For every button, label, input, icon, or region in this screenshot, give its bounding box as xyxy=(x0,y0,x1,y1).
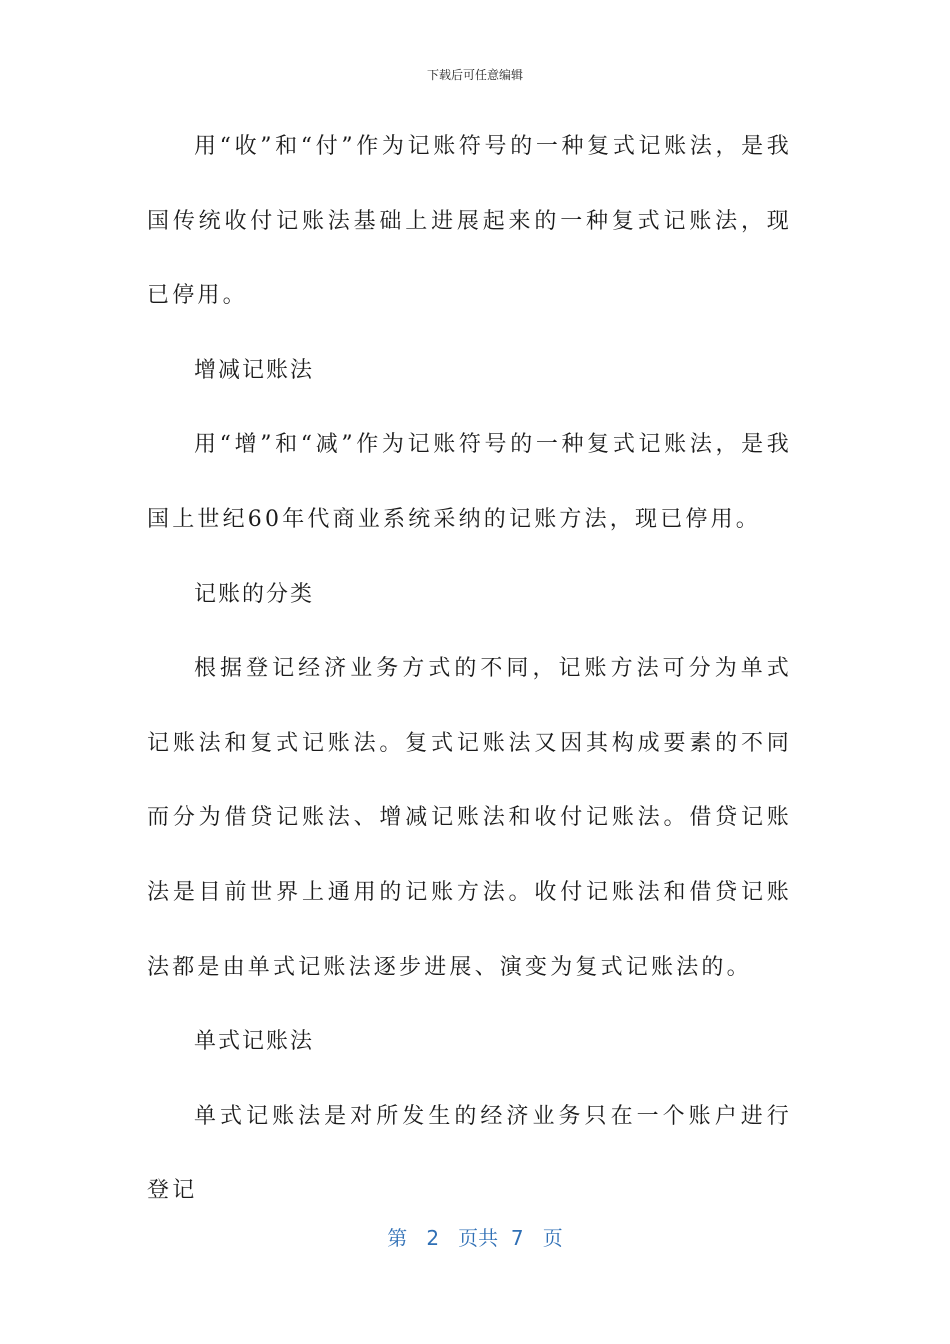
heading-increase-decrease-method: 增减记账法 xyxy=(194,357,315,383)
footer-label-end: 页 xyxy=(542,1226,563,1250)
paragraph-receipt-payment-method: 用“收”和“付”作为记账符号的一种复式记账法，是我国传统收付记账法基础上进展起来的一种复式记账法，现已停用。 xyxy=(147,134,792,309)
paragraph-bookkeeping-classification: 根据登记经济业务方式的不同，记账方法可分为单式记账法和复式记账法。复式记账法又因其构成要素的不同而分为借贷记账法、增减记账法和收付记账法。借贷记账法是目前世界上通用的记账方法。收付记账法和借贷记账法都是由单式记账法逐步进展、演变为复式记账法的。 xyxy=(147,656,792,980)
footer-label-page: 第 xyxy=(387,1226,408,1250)
footer-label-of: 页共 xyxy=(458,1226,499,1250)
heading-bookkeeping-classification: 记账的分类 xyxy=(194,581,315,607)
page-content xyxy=(147,110,792,1229)
page-number-footer xyxy=(0,1224,950,1252)
paragraph-single-entry-method: 单式记账法是对所发生的经济业务只在一个账户进行登记 xyxy=(147,1103,792,1204)
header-note: 下载后可任意编辑 xyxy=(426,68,523,82)
heading-single-entry-method: 单式记账法 xyxy=(194,1029,315,1055)
paragraph-increase-decrease-method: 用“增”和“减”作为记账符号的一种复式记账法，是我国上世纪60年代商业系统采纳的记账方法，现已停用。 xyxy=(147,432,792,532)
footer-current-page: 2 xyxy=(426,1226,440,1250)
footer-total-pages: 7 xyxy=(510,1226,524,1250)
